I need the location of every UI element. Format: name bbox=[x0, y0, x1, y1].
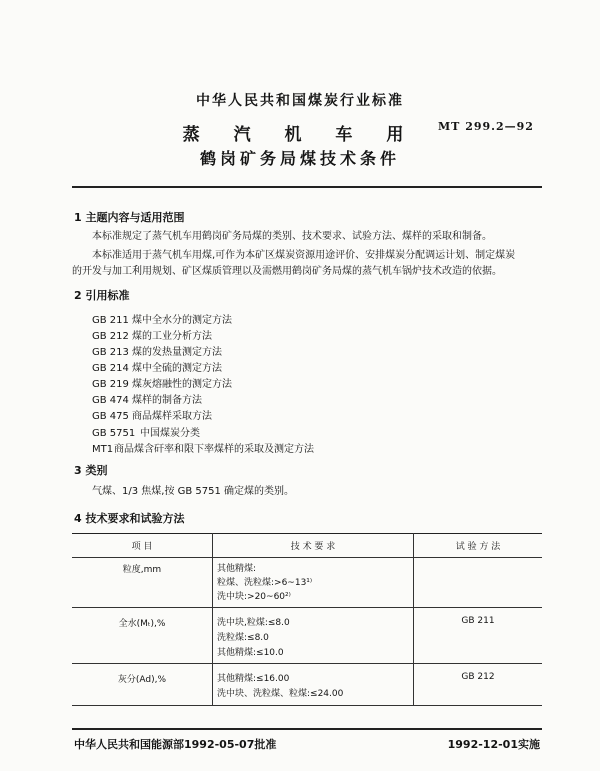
section-2-title: 2 引用标准 bbox=[74, 289, 130, 302]
section-1-title: 1 主题内容与适用范围 bbox=[74, 211, 185, 224]
section-4-title: 4 技术要求和试验方法 bbox=[74, 512, 185, 525]
reference-item: GB 5751 中国煤炭分类 bbox=[92, 428, 200, 439]
reference-item: GB 219 煤灰熔融性的测定方法 bbox=[92, 379, 232, 390]
issuing-organization: 中华人民共和国煤炭行业标准 bbox=[196, 93, 404, 109]
table-header-cell: 技 术 要 求 bbox=[213, 534, 414, 558]
title-line-1: 蒸 汽 机 车 用 bbox=[182, 125, 418, 145]
section-1-para-2a: 本标准适用于蒸气机车用煤,可作为本矿区煤炭资源用途评价、安排煤炭分配调运计划、制定煤炭 bbox=[92, 250, 516, 261]
reference-item: GB 212 煤的工业分析方法 bbox=[92, 331, 212, 342]
table-row bbox=[72, 664, 542, 706]
reference-item: GB 474 煤样的制备方法 bbox=[92, 395, 202, 406]
table-header-cell: 试 验 方 法 bbox=[455, 542, 501, 552]
reference-item: MT1商品煤含矸率和限下率煤样的采取及测定方法 bbox=[92, 444, 314, 455]
standard-code: MT 299.2—92 bbox=[438, 120, 534, 133]
table-cell-item: 全水(Mₜ),% bbox=[72, 608, 213, 664]
reference-item: GB 211 煤中全水分的测定方法 bbox=[92, 315, 232, 326]
table-cell-requirement: 其他精煤: 粒煤、洗粒煤:>6~13¹⁾ 洗中块:>20~60²⁾ bbox=[213, 558, 414, 608]
implementation-date: 1992-12-01实施 bbox=[447, 738, 540, 751]
footer-rule bbox=[72, 728, 542, 730]
table-cell-requirement: 其他精煤:≤16.00 洗中块、洗粒煤、粒煤:≤24.00 bbox=[213, 664, 414, 706]
requirements-table bbox=[72, 533, 542, 706]
section-1-para-2b: 的开发与加工利用规划、矿区煤质管理以及需燃用鹤岗矿务局煤的蒸气机车锅炉技术改造的依据。 bbox=[72, 266, 502, 277]
table-row bbox=[72, 558, 542, 608]
header-rule bbox=[72, 186, 542, 188]
table-cell-item: 粒度,mm bbox=[72, 558, 213, 608]
section-3-text: 气煤、1/3 焦煤,按 GB 5751 确定煤的类别。 bbox=[92, 486, 295, 497]
table-header-cell: 项 目 bbox=[72, 534, 213, 558]
reference-item: GB 475 商品煤样采取方法 bbox=[92, 411, 212, 422]
reference-item: GB 214 煤中全硫的测定方法 bbox=[92, 363, 222, 374]
table-row bbox=[72, 608, 542, 664]
reference-item: GB 213 煤的发热量测定方法 bbox=[92, 347, 222, 358]
section-1-para-1: 本标准规定了蒸气机车用鹤岗矿务局煤的类别、技术要求、试验方法、煤样的采取和制备。 bbox=[92, 231, 492, 242]
title-line-2: 鹤岗矿务局煤技术条件 bbox=[199, 149, 400, 168]
approval-date: 中华人民共和国能源部1992-05-07批准 bbox=[74, 738, 277, 751]
section-3-title: 3 类别 bbox=[74, 464, 108, 477]
table-cell-method: GB 212 bbox=[461, 672, 495, 682]
table-header-row bbox=[72, 534, 542, 558]
table-cell-requirement: 洗中块,粒煤:≤8.0 洗粒煤:≤8.0 其他精煤:≤10.0 bbox=[213, 608, 414, 664]
table-cell-item: 灰分(Ad),% bbox=[72, 664, 213, 706]
table-cell-method bbox=[414, 558, 543, 608]
table-cell-method: GB 211 bbox=[461, 616, 495, 626]
